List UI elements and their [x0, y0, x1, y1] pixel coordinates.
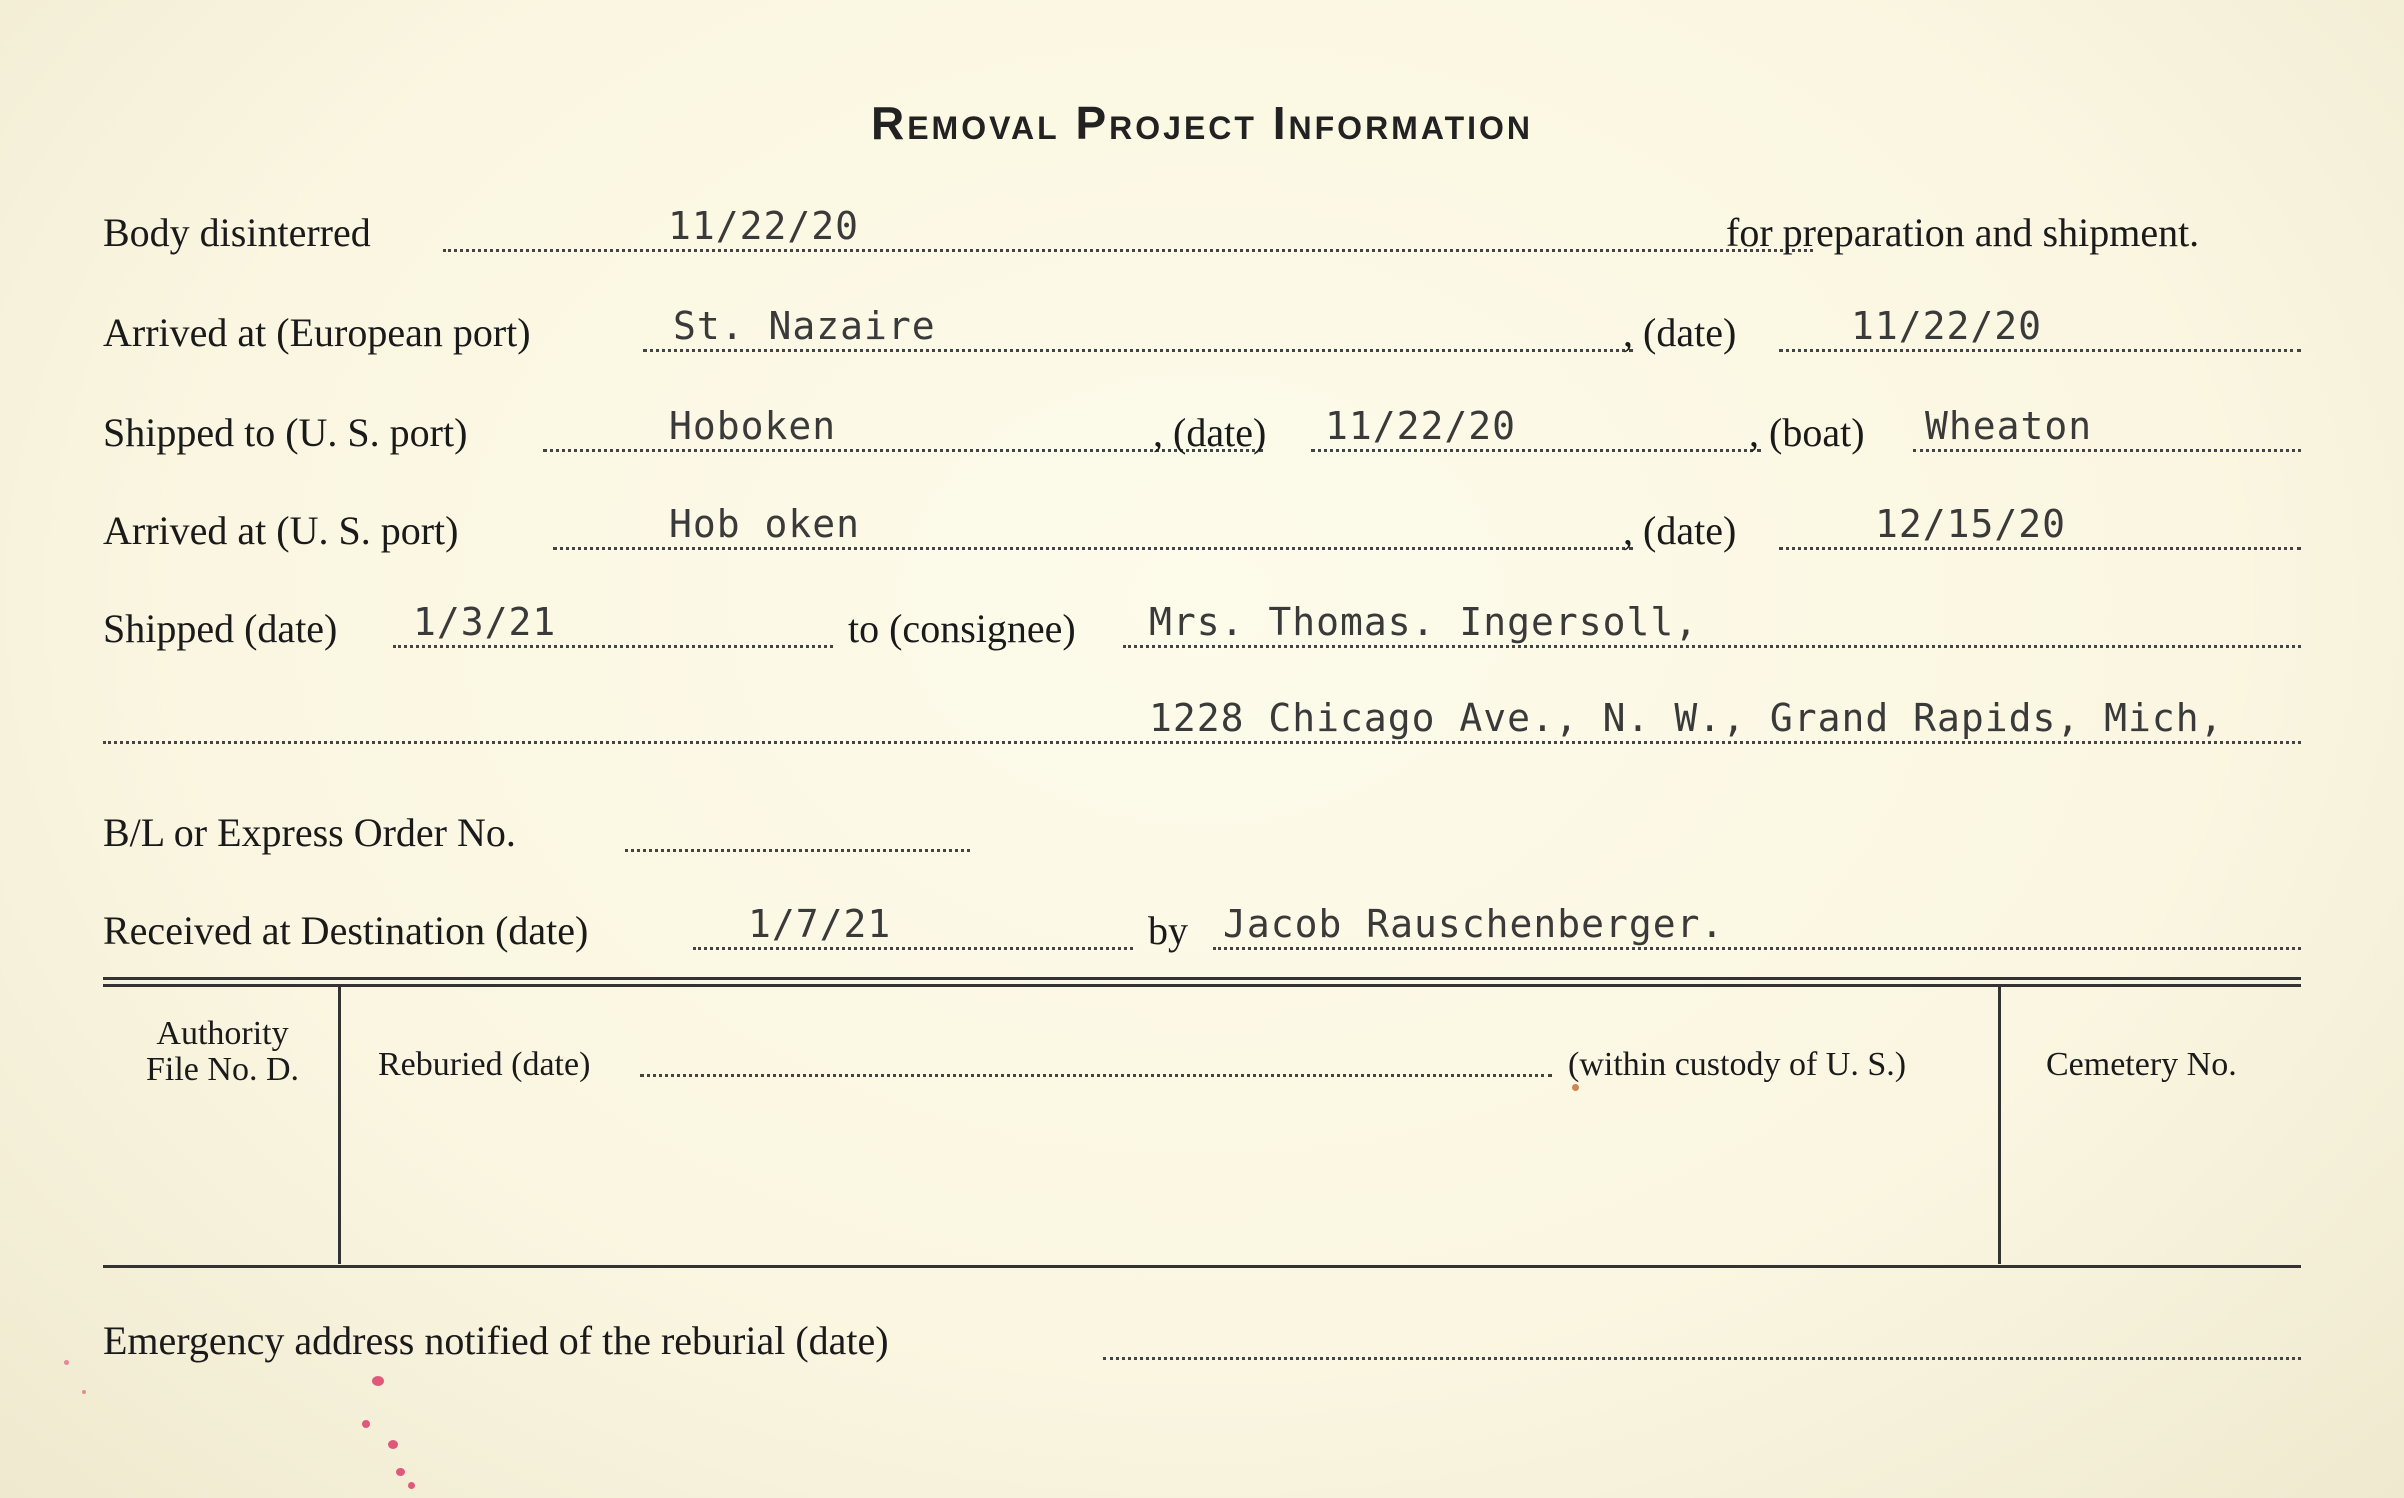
shipped-date-label: Shipped (date) — [103, 606, 338, 651]
shipped-to-label: Shipped to (U. S. port) — [103, 410, 468, 455]
ink-stain — [82, 1390, 86, 1394]
bl-line — [625, 849, 970, 852]
boat-value: Wheaton — [1925, 404, 2093, 448]
ink-stain — [408, 1482, 415, 1489]
custody-label: (within custody of U. S.) — [1568, 1046, 1907, 1083]
received-by-line — [1213, 947, 2301, 950]
consignee-address-row — [103, 696, 2301, 760]
emergency-label: Emergency address notified of the reburial (date) — [103, 1318, 889, 1363]
file-no-label: File No. D. — [146, 1051, 299, 1088]
ink-stain — [362, 1420, 370, 1428]
box-top-rule-2 — [103, 984, 2301, 987]
received-row — [103, 902, 2301, 966]
bl-label: B/L or Express Order No. — [103, 810, 516, 855]
cemetery-label: Cemetery No. — [2046, 1046, 2237, 1083]
european-port-value: St. Nazaire — [673, 304, 936, 348]
authority-file-cell — [110, 1016, 335, 1088]
boat-line — [1913, 449, 2301, 452]
bl-row — [103, 808, 2301, 868]
body-disinterred-line — [443, 249, 1813, 252]
consignee-line — [1123, 645, 2301, 648]
received-by-value: Jacob Rauschenberger. — [1223, 902, 1725, 946]
arrived-us-date-line — [1779, 547, 2301, 550]
arrived-european-date: 11/22/20 — [1851, 304, 2043, 348]
arrived-european-label: Arrived at (European port) — [103, 310, 531, 355]
arrived-european-line — [643, 349, 1633, 352]
authority-label: Authority — [156, 1015, 289, 1052]
received-date-value: 1/7/21 — [748, 902, 892, 946]
arrived-us-line — [553, 547, 1633, 550]
shipped-to-date-line — [1311, 449, 1761, 452]
ink-stain — [388, 1440, 398, 1449]
shipped-to-date-label: , (date) — [1153, 410, 1267, 455]
received-date-line — [693, 947, 1133, 950]
ink-stain — [64, 1360, 69, 1365]
arrived-us-label: Arrived at (U. S. port) — [103, 508, 459, 553]
consignee-label: to (consignee) — [848, 606, 1076, 651]
body-disinterred-row — [103, 204, 2301, 268]
shipped-date-line — [393, 645, 833, 648]
consignee-address-value: 1228 Chicago Ave., N. W., Grand Rapids, Mich, — [1149, 696, 2224, 740]
body-disinterred-date: 11/22/20 — [668, 204, 860, 248]
shipped-to-date: 11/22/20 — [1325, 404, 1517, 448]
preparation-shipment-label: for preparation and shipment. — [1726, 210, 2200, 255]
box-divider-right — [1998, 987, 2001, 1264]
arrived-us-date: 12/15/20 — [1875, 502, 2067, 546]
card-title: Removal Project Information — [870, 97, 1534, 149]
us-port-value: Hoboken — [669, 404, 837, 448]
arrived-us-port: Hob oken — [669, 502, 861, 546]
arrived-us-row — [103, 502, 2301, 566]
reburied-label: Reburied (date) — [378, 1046, 591, 1083]
shipped-date-row — [103, 600, 2301, 664]
shipped-date-value: 1/3/21 — [413, 600, 557, 644]
arrived-us-date-label: , (date) — [1623, 508, 1737, 553]
box-top-rule-1 — [103, 977, 2301, 980]
received-label: Received at Destination (date) — [103, 908, 589, 953]
ink-stain — [1572, 1084, 1579, 1091]
consignee-value: Mrs. Thomas. Ingersoll, — [1149, 600, 1699, 644]
consignee-address-line — [103, 741, 2301, 744]
reburied-line — [640, 1074, 1552, 1077]
arrived-european-row — [103, 304, 2301, 368]
box-bottom-rule — [103, 1265, 2301, 1268]
emergency-line — [1103, 1357, 2301, 1360]
shipped-to-row — [103, 404, 2301, 468]
boat-label: , (boat) — [1749, 410, 1865, 455]
box-divider-left — [338, 987, 341, 1264]
ink-stain — [372, 1376, 384, 1386]
ink-stain — [396, 1468, 405, 1476]
received-by-label: by — [1148, 908, 1188, 953]
emergency-row — [103, 1316, 2301, 1376]
body-disinterred-label: Body disinterred — [103, 210, 371, 255]
arrived-european-date-label: , (date) — [1623, 310, 1737, 355]
arrived-european-date-line — [1779, 349, 2301, 352]
